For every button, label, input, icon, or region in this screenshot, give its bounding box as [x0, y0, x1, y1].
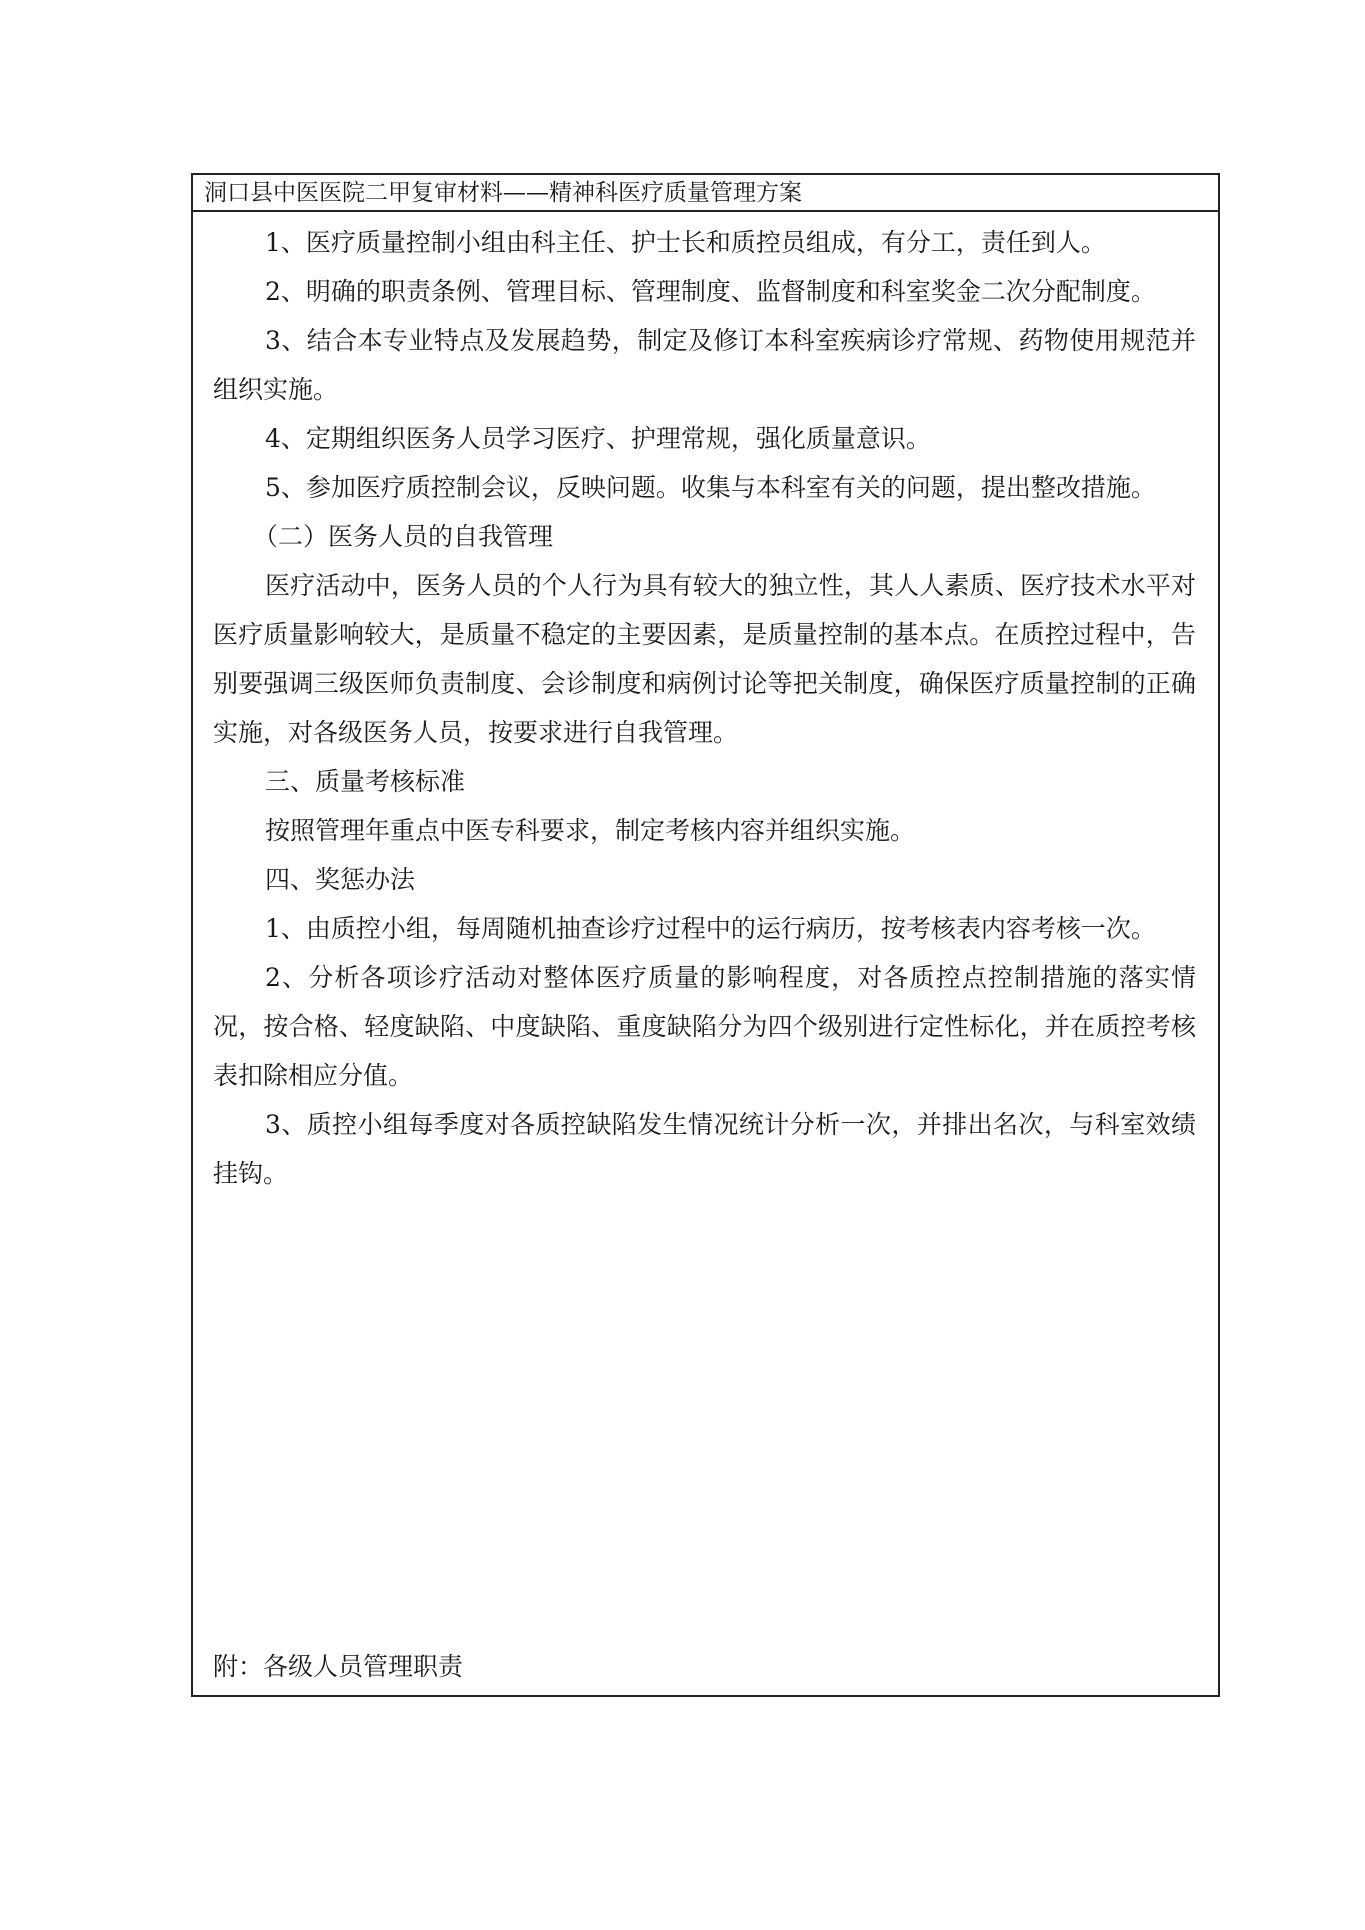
paragraph-assessment: 按照管理年重点中医专科要求，制定考核内容并组织实施。 [265, 816, 916, 845]
paragraph-item-1: 1、医疗质量控制小组由科主任、护士长和质控员组成，有分工，责任到人。 [265, 228, 1106, 257]
section-heading-self-management: （二）医务人员的自我管理 [253, 522, 554, 551]
paragraph-item-4: 4、定期组织医务人员学习医疗、护理常规，强化质量意识。 [265, 424, 931, 453]
document-header: 洞口县中医医院二甲复审材料——精神科医疗质量管理方案 [193, 175, 1218, 212]
paragraph-self-management: 医疗活动中，医务人员的个人行为具有较大的独立性，其人人素质、医疗技术水平对医疗质量影响较大，是质量不稳定的主要因素，是质量控制的基本点。在质控过程中，告别要强调三级医师负责制度、会诊制度和病例讨论等把关制度，确保医疗质量控制的正确实施，对各级医务人员，按要求进行自我管理。 [213, 571, 1196, 747]
section-heading-rewards: 四、奖惩办法 [265, 865, 416, 894]
section-heading-assessment: 三、质量考核标准 [265, 767, 466, 796]
paragraph-reward-2: 2、分析各项诊疗活动对整体医疗质量的影响程度，对各质控点控制措施的落实情况，按合格、轻度缺陷、中度缺陷、重度缺陷分为四个级别进行定性标化，并在质控考核表扣除相应分值。 [213, 963, 1196, 1090]
paragraph-reward-1: 1、由质控小组，每周随机抽查诊疗过程中的运行病历，按考核表内容考核一次。 [265, 914, 1156, 943]
paragraph-item-3: 3、结合本专业特点及发展趋势，制定及修订本科室疾病诊疗常规、药物使用规范并组织实施。 [213, 326, 1196, 404]
paragraph-item-5: 5、参加医疗质控制会议，反映问题。收集与本科室有关的问题，提出整改措施。 [265, 473, 1156, 502]
attachment-note: 附：各级人员管理职责 [213, 1652, 464, 1681]
document-table [191, 173, 1220, 1697]
paragraph-item-2: 2、明确的职责条例、管理目标、管理制度、监督制度和科室奖金二次分配制度。 [265, 277, 1156, 306]
paragraph-reward-3: 3、质控小组每季度对各质控缺陷发生情况统计分析一次，并排出名次，与科室效绩挂钩。 [213, 1110, 1196, 1188]
document-body [193, 212, 1218, 1198]
